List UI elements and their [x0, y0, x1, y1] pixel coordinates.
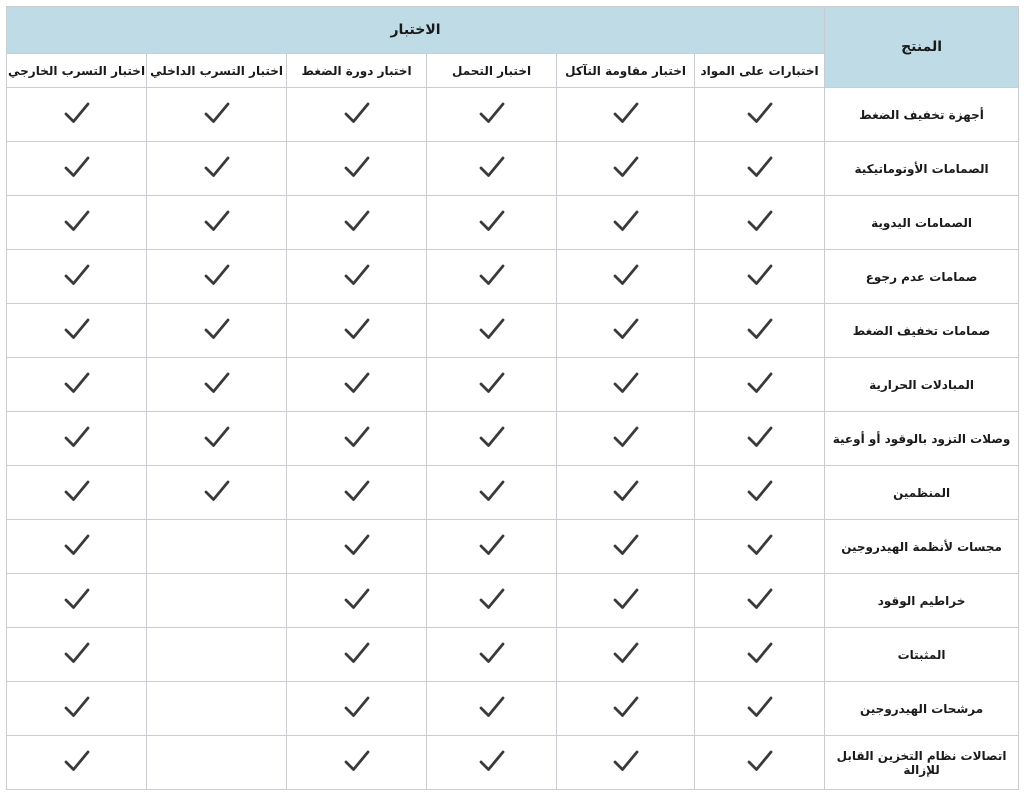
test-check-cell — [147, 358, 287, 412]
checkmark-icon — [63, 263, 91, 287]
checkmark-icon — [203, 371, 231, 395]
test-check-cell — [427, 88, 557, 142]
test-check-cell — [695, 682, 825, 736]
checkmark-icon — [343, 533, 371, 557]
test-group-header: الاختبار — [7, 7, 825, 54]
checkmark-icon — [478, 101, 506, 125]
test-check-cell — [557, 196, 695, 250]
checkmark-icon — [478, 533, 506, 557]
checkmark-icon — [343, 263, 371, 287]
test-check-cell — [695, 250, 825, 304]
test-check-cell — [147, 412, 287, 466]
test-header-pressure-cycle: اختبار دورة الضغط — [287, 54, 427, 88]
test-header-materials: اختبارات على المواد — [695, 54, 825, 88]
test-check-cell — [287, 196, 427, 250]
checkmark-icon — [478, 209, 506, 233]
header-row-top — [7, 7, 1019, 54]
test-check-cell — [427, 142, 557, 196]
checkmark-icon — [343, 155, 371, 179]
test-check-cell — [7, 628, 147, 682]
test-check-cell — [7, 88, 147, 142]
checkmark-icon — [478, 317, 506, 341]
checkmark-icon — [478, 641, 506, 665]
test-check-cell — [557, 520, 695, 574]
checkmark-icon — [63, 425, 91, 449]
checkmark-icon — [746, 155, 774, 179]
checkmark-icon — [63, 695, 91, 719]
test-check-cell — [427, 412, 557, 466]
test-check-cell — [427, 196, 557, 250]
checkmark-icon — [746, 587, 774, 611]
checkmark-icon — [612, 263, 640, 287]
checkmark-icon — [612, 749, 640, 773]
checkmark-icon — [63, 155, 91, 179]
test-check-cell — [695, 88, 825, 142]
test-check-cell — [147, 628, 287, 682]
test-check-cell — [287, 304, 427, 358]
product-name-cell: مرشحات الهيدروجين — [825, 682, 1019, 736]
test-check-cell — [287, 358, 427, 412]
test-check-cell — [7, 250, 147, 304]
checkmark-icon — [63, 209, 91, 233]
test-check-cell — [695, 412, 825, 466]
test-check-cell — [287, 412, 427, 466]
checkmark-icon — [746, 101, 774, 125]
test-check-cell — [7, 736, 147, 790]
checkmark-icon — [203, 317, 231, 341]
checkmark-icon — [478, 479, 506, 503]
checkmark-icon — [343, 371, 371, 395]
checkmark-icon — [612, 587, 640, 611]
test-check-cell — [557, 736, 695, 790]
table-row — [7, 682, 1019, 736]
table-row — [7, 412, 1019, 466]
test-check-cell — [147, 736, 287, 790]
test-check-cell — [287, 628, 427, 682]
test-check-cell — [147, 682, 287, 736]
checkmark-icon — [612, 695, 640, 719]
test-check-cell — [695, 358, 825, 412]
test-check-cell — [287, 574, 427, 628]
checkmark-icon — [203, 209, 231, 233]
checkmark-icon — [63, 371, 91, 395]
checkmark-icon — [203, 479, 231, 503]
test-check-cell — [557, 358, 695, 412]
test-check-cell — [7, 304, 147, 358]
product-name-cell: خراطيم الوقود — [825, 574, 1019, 628]
checkmark-icon — [478, 263, 506, 287]
checkmark-icon — [612, 155, 640, 179]
test-check-cell — [147, 574, 287, 628]
test-check-cell — [557, 682, 695, 736]
test-check-cell — [147, 466, 287, 520]
test-check-cell — [427, 628, 557, 682]
checkmark-icon — [478, 695, 506, 719]
checkmark-icon — [203, 101, 231, 125]
test-check-cell — [427, 466, 557, 520]
product-name-cell: الصمامات اليدوية — [825, 196, 1019, 250]
checkmark-icon — [343, 641, 371, 665]
test-check-cell — [557, 250, 695, 304]
checkmark-icon — [746, 263, 774, 287]
test-check-cell — [287, 466, 427, 520]
test-check-cell — [7, 196, 147, 250]
test-matrix-body — [7, 88, 1019, 790]
checkmark-icon — [343, 209, 371, 233]
test-check-cell — [7, 466, 147, 520]
product-name-cell: صمامات تخفيف الضغط — [825, 304, 1019, 358]
test-check-cell — [557, 466, 695, 520]
test-check-cell — [287, 520, 427, 574]
checkmark-icon — [63, 533, 91, 557]
test-check-cell — [427, 682, 557, 736]
checkmark-icon — [746, 695, 774, 719]
checkmark-icon — [63, 101, 91, 125]
checkmark-icon — [203, 425, 231, 449]
checkmark-icon — [612, 425, 640, 449]
checkmark-icon — [612, 641, 640, 665]
checkmark-icon — [63, 317, 91, 341]
checkmark-icon — [478, 749, 506, 773]
test-header-corrosion: اختبار مقاومة التآكل — [557, 54, 695, 88]
test-check-cell — [695, 628, 825, 682]
product-name-cell: وصلات التزود بالوقود أو أوعية — [825, 412, 1019, 466]
product-name-cell: أجهزة تخفيف الضغط — [825, 88, 1019, 142]
test-check-cell — [427, 358, 557, 412]
checkmark-icon — [612, 209, 640, 233]
test-matrix-table — [6, 6, 1019, 790]
checkmark-icon — [612, 371, 640, 395]
test-check-cell — [695, 304, 825, 358]
table-row — [7, 142, 1019, 196]
test-check-cell — [147, 88, 287, 142]
checkmark-icon — [343, 317, 371, 341]
test-check-cell — [287, 142, 427, 196]
test-check-cell — [7, 142, 147, 196]
checkmark-icon — [746, 371, 774, 395]
checkmark-icon — [478, 371, 506, 395]
test-check-cell — [427, 250, 557, 304]
table-row — [7, 358, 1019, 412]
checkmark-icon — [63, 641, 91, 665]
product-name-cell: صمامات عدم رجوع — [825, 250, 1019, 304]
test-check-cell — [7, 412, 147, 466]
table-row — [7, 250, 1019, 304]
test-check-cell — [695, 142, 825, 196]
test-check-cell — [287, 736, 427, 790]
test-check-cell — [695, 736, 825, 790]
checkmark-icon — [63, 749, 91, 773]
checkmark-icon — [343, 587, 371, 611]
checkmark-icon — [612, 479, 640, 503]
test-check-cell — [147, 142, 287, 196]
table-row — [7, 88, 1019, 142]
checkmark-icon — [746, 641, 774, 665]
test-check-cell — [557, 304, 695, 358]
test-check-cell — [695, 466, 825, 520]
test-header-endurance: اختبار التحمل — [427, 54, 557, 88]
test-check-cell — [557, 574, 695, 628]
checkmark-icon — [343, 695, 371, 719]
table-row — [7, 466, 1019, 520]
checkmark-icon — [746, 317, 774, 341]
checkmark-icon — [203, 263, 231, 287]
checkmark-icon — [343, 101, 371, 125]
product-name-cell: المنظمين — [825, 466, 1019, 520]
product-name-cell: مجسات لأنظمة الهيدروجين — [825, 520, 1019, 574]
test-check-cell — [695, 520, 825, 574]
table-row — [7, 304, 1019, 358]
test-check-cell — [7, 358, 147, 412]
test-check-cell — [557, 412, 695, 466]
test-check-cell — [287, 88, 427, 142]
test-check-cell — [557, 628, 695, 682]
product-name-cell: المثبتات — [825, 628, 1019, 682]
test-check-cell — [427, 520, 557, 574]
checkmark-icon — [746, 749, 774, 773]
checkmark-icon — [746, 209, 774, 233]
test-check-cell — [7, 574, 147, 628]
checkmark-icon — [612, 317, 640, 341]
test-check-cell — [287, 682, 427, 736]
checkmark-icon — [746, 533, 774, 557]
test-check-cell — [695, 196, 825, 250]
checkmark-icon — [203, 155, 231, 179]
checkmark-icon — [478, 155, 506, 179]
test-check-cell — [427, 304, 557, 358]
checkmark-icon — [612, 533, 640, 557]
checkmark-icon — [612, 101, 640, 125]
table-row — [7, 520, 1019, 574]
test-check-cell — [147, 250, 287, 304]
test-check-cell — [147, 304, 287, 358]
checkmark-icon — [63, 479, 91, 503]
test-check-cell — [7, 682, 147, 736]
test-check-cell — [557, 142, 695, 196]
checkmark-icon — [343, 425, 371, 449]
checkmark-icon — [478, 425, 506, 449]
test-check-cell — [427, 736, 557, 790]
product-name-cell: اتصالات نظام التخزين القابل للإزالة — [825, 736, 1019, 790]
test-check-cell — [695, 574, 825, 628]
test-check-cell — [557, 88, 695, 142]
test-header-external-leak: اختبار التسرب الخارجي — [7, 54, 147, 88]
test-check-cell — [427, 574, 557, 628]
test-check-cell — [147, 520, 287, 574]
test-matrix-container — [6, 6, 1018, 800]
table-row — [7, 628, 1019, 682]
test-header-internal-leak: اختبار التسرب الداخلي — [147, 54, 287, 88]
checkmark-icon — [746, 425, 774, 449]
table-row — [7, 196, 1019, 250]
checkmark-icon — [63, 587, 91, 611]
product-name-cell: الصمامات الأوتوماتيكية — [825, 142, 1019, 196]
checkmark-icon — [746, 479, 774, 503]
checkmark-icon — [478, 587, 506, 611]
test-check-cell — [287, 250, 427, 304]
product-name-cell: المبادلات الحرارية — [825, 358, 1019, 412]
checkmark-icon — [343, 479, 371, 503]
product-column-header: المنتج — [825, 7, 1019, 88]
checkmark-icon — [343, 749, 371, 773]
test-check-cell — [7, 520, 147, 574]
table-row — [7, 574, 1019, 628]
table-row — [7, 736, 1019, 790]
test-check-cell — [147, 196, 287, 250]
